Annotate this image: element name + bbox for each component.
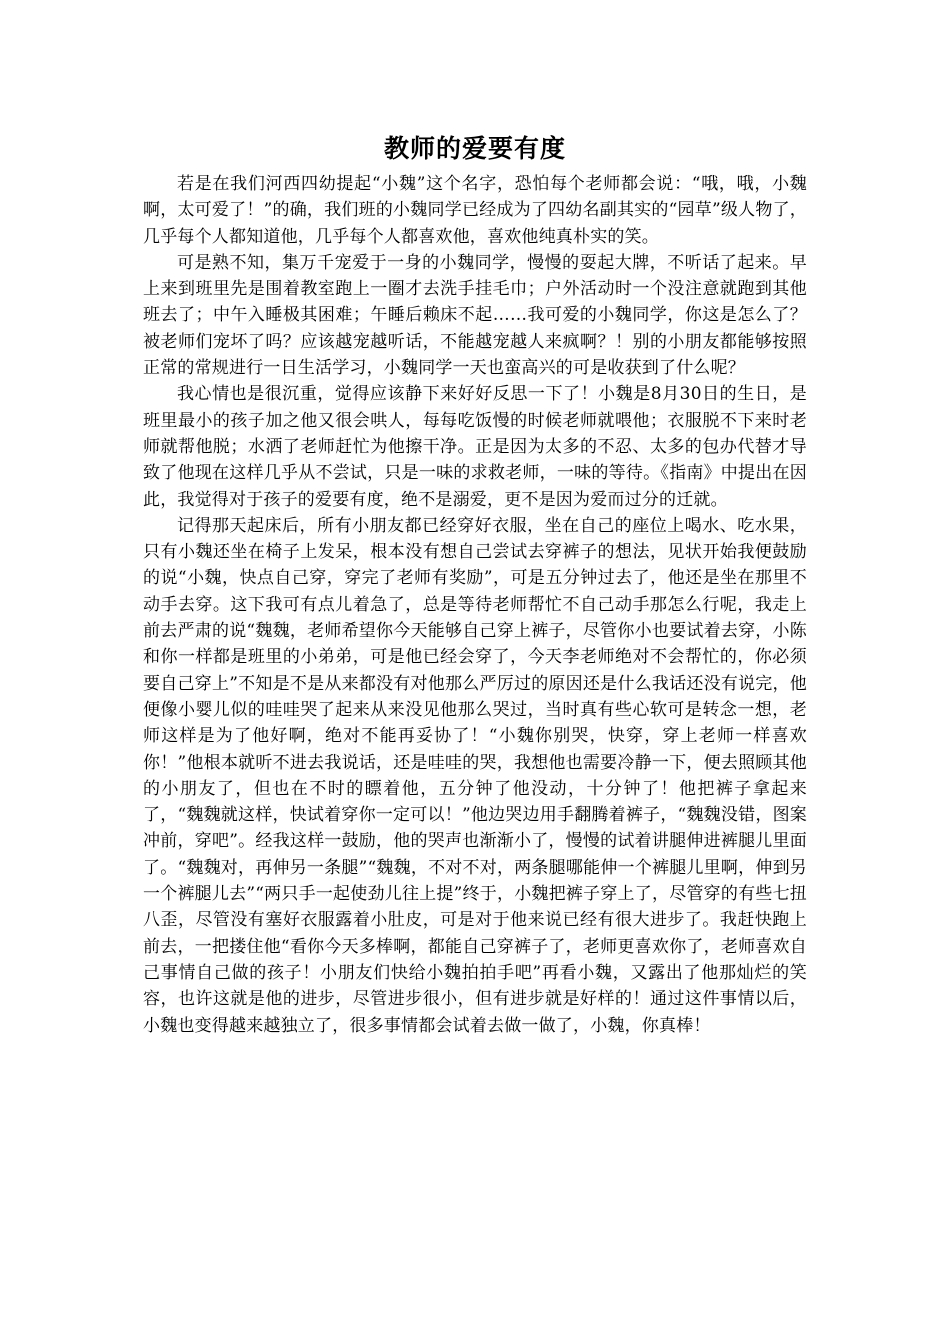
paragraph-4: 记得那天起床后，所有小朋友都已经穿好衣服，坐在自己的座位上喝水、吃水果，只有小魏还坐在椅子上发呆，根本没有想自己尝试去穿裤子的想法，见状开始我便鼓励的说“小魏，快点自己穿，穿完了老师有奖励”，可是五分钟过去了，他还是坐在那里不动手去穿。这下我可有点儿着急了，总是等待老师帮忙不自己动手那怎么行呢，我走上前去严肃的说“魏魏，老师希望你今天能够自己穿上裤子，尽管你小也要试着去穿，小陈和你一样都是班里的小弟弟，可是他已经会穿了，今天李老师绝对不会帮忙的，你必须要自己穿上”不知是不是从来都没有对他那么严厉过的原因还是什么我话还没有说完，他便像小婴儿似的哇哇哭了起来从来没见他那么哭过，当时真有些心软可是转念一想，老师这样是为了他好啊，绝对不能再妥协了！“小魏你别哭，快穿，穿上老师一样喜欢你！”他根本就听不进去我说话，还是哇哇的哭，我想他也需要冷静一下，便去照顾其他的小朋友了，但也在不时的瞟着他，五分钟了他没动，十分钟了！他把裤子拿起来了，“魏魏就这样，快试着穿你一定可以！”他边哭边用手翻腾着裤子，“魏魏没错，图案冲前，穿吧”。经我这样一鼓励，他的哭声也渐渐小了，慢慢的试着讲腿伸进裤腿儿里面了。“魏魏对，再伸另一条腿”“魏魏，不对不对，两条腿哪能伸一个裤腿儿里啊，伸到另一个裤腿儿去”“两只手一起使劲儿往上提”终于，小魏把裤子穿上了，尽管穿的有些七扭八歪，尽管没有塞好衣服露着小肚皮，可是对于他来说已经有很大进步了。我赶快跑上前去，一把搂住他“看你今天多棒啊，都能自己穿裤子了，老师更喜欢你了，老师喜欢自己事情自己做的孩子！小朋友们快给小魏拍拍手吧”再看小魏，又露出了他那灿烂的笑容，也许这就是他的进步，尽管进步很小，但有进步就是好样的！通过这件事情以后，小魏也变得越来越独立了，很多事情都会试着去做一做了，小魏，你真棒！ xyxy=(143,515,807,1036)
document-body xyxy=(143,131,807,1039)
paragraph-1: 若是在我们河西四幼提起“小魏”这个名字，恐怕每个老师都会说：“哦，哦，小魏啊，太可爱了！”的确，我们班的小魏同学已经成为了四幼名副其实的“园草”级人物了，几乎每个人都知道他，几乎每个人都喜欢他，喜欢他纯真朴实的笑。 xyxy=(143,174,807,247)
paragraph-2: 可是熟不知，集万千宠爱于一身的小魏同学，慢慢的耍起大牌，不听话了起来。早上来到班里先是围着教室跑上一圈才去洗手挂毛巾；户外活动时一个没注意就跑到其他班去了；中午入睡极其困难；午睡后赖床不起……我可爱的小魏同学，你这是怎么了？被老师们宠坏了吗？应该越宠越听话，不能越宠越人来疯啊？！别的小朋友都能够按照正常的常规进行一日生活学习，小魏同学一天也蛮高兴的可是收获到了什么呢？ xyxy=(143,252,807,379)
document-title: 教师的爱要有度 xyxy=(383,134,566,163)
paragraph-3: 我心情也是很沉重，觉得应该静下来好好反思一下了！小魏是8月30日的生日，是班里最小的孩子加之他又很会哄人，每每吃饭慢的时候老师就喂他；衣服脱不下来时老师就帮他脱；水洒了老师赶忙为他擦干净。正是因为太多的不忍、太多的包办代替才导致了他现在这样几乎从不尝试，只是一味的求救老师，一味的等待。《指南》中提出在因此，我觉得对于孩子的爱要有度，绝不是溺爱，更不是因为爱而过分的迁就。 xyxy=(143,384,807,510)
